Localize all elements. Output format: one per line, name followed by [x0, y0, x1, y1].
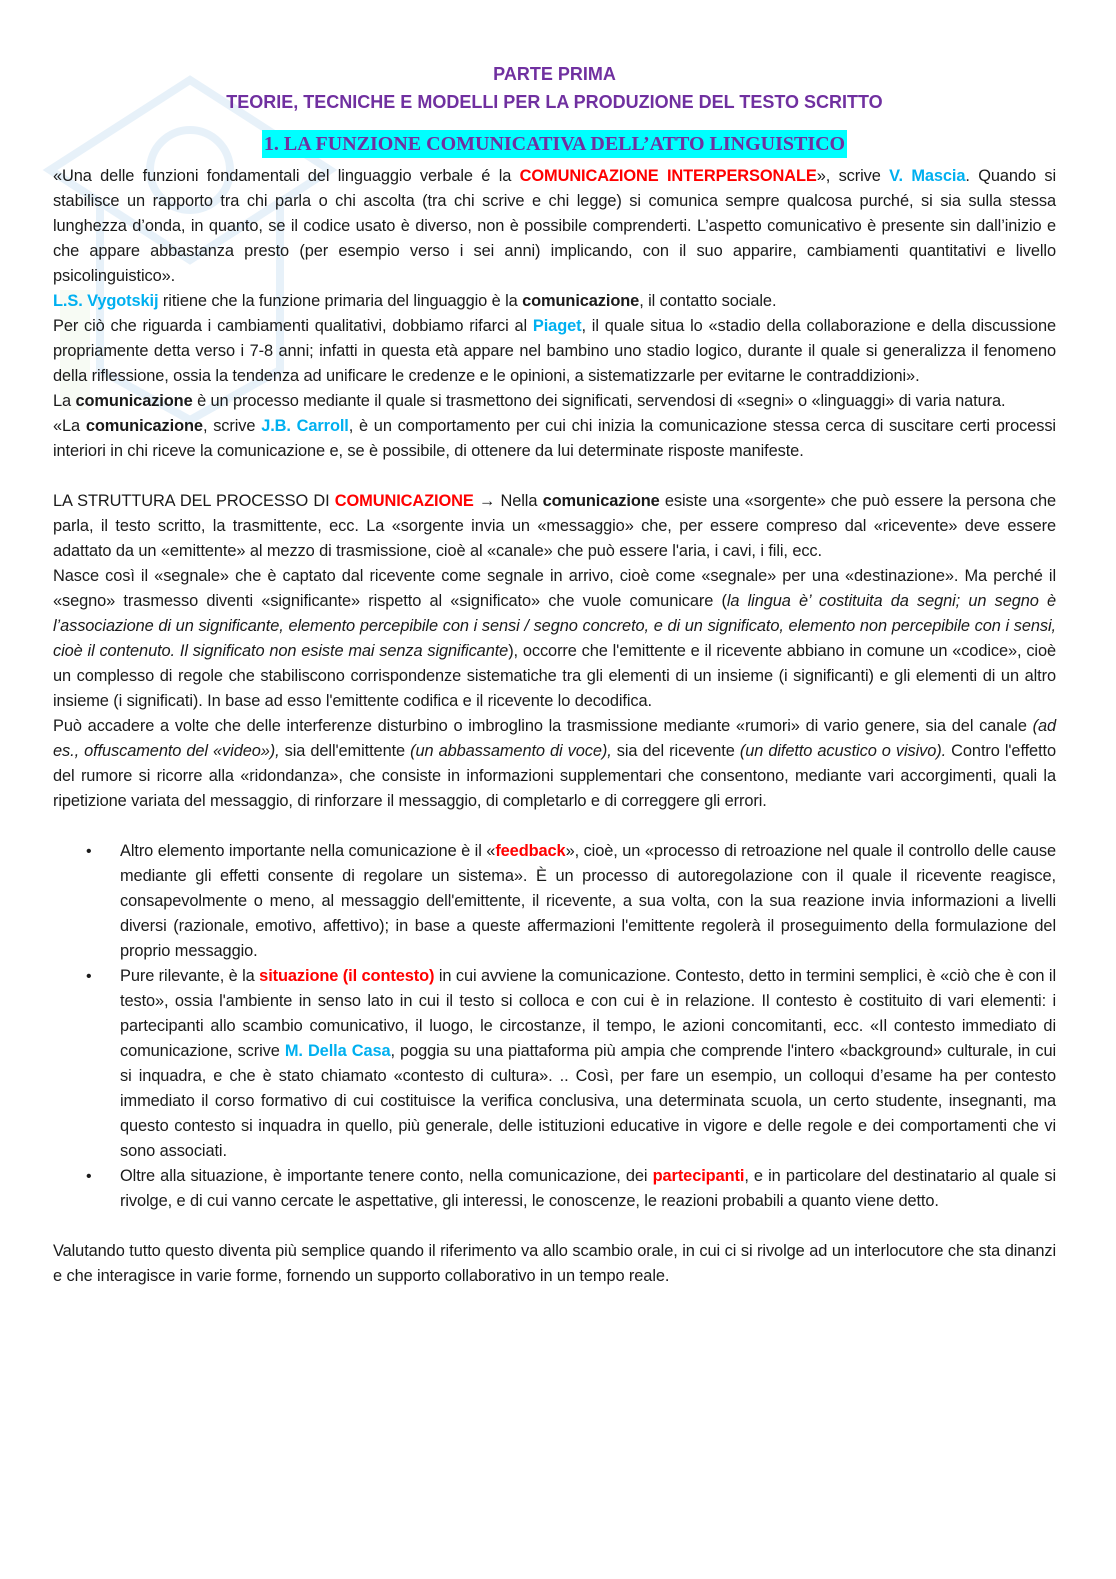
paragraph-8: Può accadere a volte che delle interferenze disturbino o imbroglino la trasmissione mediante «rumori» di vario genere, sia del canale (ad es., offuscamento del «video»), sia dell'emittente (un abbassamento di voce), sia del ricevente (un difetto acustico o visivo). Contro l'effetto del rumore si ricorre alla «ridondanza», che consiste in informazioni supplementari che consentono, mediante vari accorgimenti, quali la ripetizione variata del messaggio, di rinforzare il messaggio, di completarlo e di correggere gli errori. — [53, 717, 1056, 810]
paragraph-5: «La comunicazione, scrive J.B. Carroll, è un comportamento per cui chi inizia la comunicazione stessa cerca di suscitare certi processi interiori in chi riceve la comunicazione e, se è possibile, di ottenere da lui determinate risposte manifeste. — [53, 417, 1056, 460]
paragraph-7: Nasce così il «segnale» che è captato dal ricevente come segnale in arrivo, cioè come «segnale» per una «destinazione». Ma perché il «segno» trasmesso diventi «significante» rispetto al «significato» che vuole comunicare (la lingua è’ costituita da segni; un segno è l’associazione di un significante, elemento percepibile con i sensi / segno concreto, e di un significato, elemento non percepibile con i sensi, cioè il contenuto. Il significato non esiste mai senza significante), occorre che l'emittente e il ricevente abbiano in comune un «codice», cioè un complesso di regole che stabiliscono corrispondenze sistematiche tra gli elementi di un insieme (i significanti) e gli elementi di un altro insieme (i significati). In base ad esso l'emittente codifica e il ricevente lo decodifica. — [53, 567, 1057, 710]
list-item: • Altro elemento importante nella comunicazione è il «feedback», cioè, un «processo di retroazione nel quale il controllo delle cause mediante gli effetti consente di regolare un sistema». È un processo di autoregolazione con il quale il ricevente reagisce, consapevolmente o meno, al messaggio dell'emittente, il ricevente, a sua volta, con la sua reazione invia informazioni a livelli diversi (razionale, emotivo, affettivo); in base a queste affermazioni l'emittente regolerà il proseguimento della formulazione del proprio messaggio. — [53, 839, 1056, 964]
paragraph-1: «Una delle funzioni fondamentali del linguaggio verbale é la COMUNICAZIONE INTERPERSONALE», scrive V. Mascia. Quando si stabilisce un rapporto tra chi parla o chi ascolta (tra chi scrive e chi legge) si comunica sempre qualcosa purché, si sia sulla stessa lunghezza d’onda, in quanto, se il codice usato è diverso, non è possibile comprenderti. L’aspetto comunicativo è presente sin dall’inizio e che appare abbastanza presto (per esempio verso i sei anni) implicando, con il suo apparire, cambiamenti quantitativi e livello psicolinguistico». — [53, 167, 1056, 285]
list-item: • Pure rilevante, è la situazione (il contesto) in cui avviene la comunicazione. Contesto, detto in termini semplici, è «ciò che è con il testo», ossia l'ambiente in senso lato in cui il testo si colloca e con cui è in relazione. Il contesto è costituito di vari elementi: i partecipanti allo scambio comunicativo, il luogo, le circostanze, il tempo, le azioni concomitanti, ecc. «Il contesto immediato di comunicazione, scrive M. Della Casa, poggia su una piattaforma più ampia che comprende l'intero «background» culturale, in cui si inquadra, e che è stato chiamato «contesto di cultura». .. Così, per fare un esempio, un colloqui d’esame ha per contesto immediato il corso formativo di cui costituisce la verifica conclusiva, una determinata scuola, un certo studente, insegnanti, ma questo contesto si inquadra in quello, più generale, delle istituzioni educative in vigore e delle regole e dei comportamenti che vi sono associati. — [53, 964, 1056, 1164]
bullet-icon: • — [86, 968, 92, 985]
paragraph-2: L.S. Vygotskij ritiene che la funzione primaria del linguaggio è la comunicazione, il contatto sociale. — [53, 292, 777, 310]
bullet-icon: • — [86, 843, 92, 860]
paragraph-3: Per ciò che riguarda i cambiamenti qualitativi, dobbiamo rifarci al Piaget, il quale situa lo «stadio della collaborazione e della discussione propriamente detta verso i 7-8 anni; infatti in questa età appare nel bambino uno stadio logico, durante il quale si generalizza il fenomeno della riflessione, ossia la tendenza ad unificare le credenze e le opinioni, a sistematizzarle per evitarne le contraddizioni». — [53, 317, 1056, 385]
list-item: • Oltre alla situazione, è importante tenere conto, nella comunicazione, dei partecipanti, e in particolare del destinatario al quale si rivolge, e di cui vanno cercate le aspettative, gli interessi, le conoscenze, le reazioni probabili a quanto viene detto. — [53, 1164, 1056, 1214]
part-title: PARTE PRIMA — [493, 64, 616, 84]
bullet-icon: • — [86, 1168, 92, 1185]
section-heading: 1. LA FUNZIONE COMUNICATIVA DELL’ATTO LINGUISTICO — [262, 130, 847, 158]
paragraph-structure: LA STRUTTURA DEL PROCESSO DI COMUNICAZIONE → Nella comunicazione esiste una «sorgente» che può essere la persona che parla, il testo scritto, la trasmittente, ecc. La «sorgente invia un «messaggio» che, per essere compreso dal «ricevente» deve essere adattato da un «emittente» al mezzo di trasmissione, cioè al «canale» che può essere l'aria, i cavi, i fili, ecc. — [53, 492, 1056, 560]
closing-paragraph: Valutando tutto questo diventa più semplice quando il riferimento va allo scambio orale, in cui ci si rivolge ad un interlocutore che sta dinanzi e che interagisce in varie forme, fornendo un supporto collaborativo in un tempo reale. — [53, 1242, 1056, 1285]
paragraph-4: La comunicazione è un processo mediante il quale si trasmettono dei significati, servendosi di «segni» o «linguaggi» di varia natura. — [53, 392, 1006, 410]
document-page — [53, 0, 1056, 1289]
bullet-list — [53, 839, 1056, 1214]
arrow-icon: → — [473, 492, 501, 510]
part-subtitle: TEORIE, TECNICHE E MODELLI PER LA PRODUZIONE DEL TESTO SCRITTO — [226, 92, 883, 112]
